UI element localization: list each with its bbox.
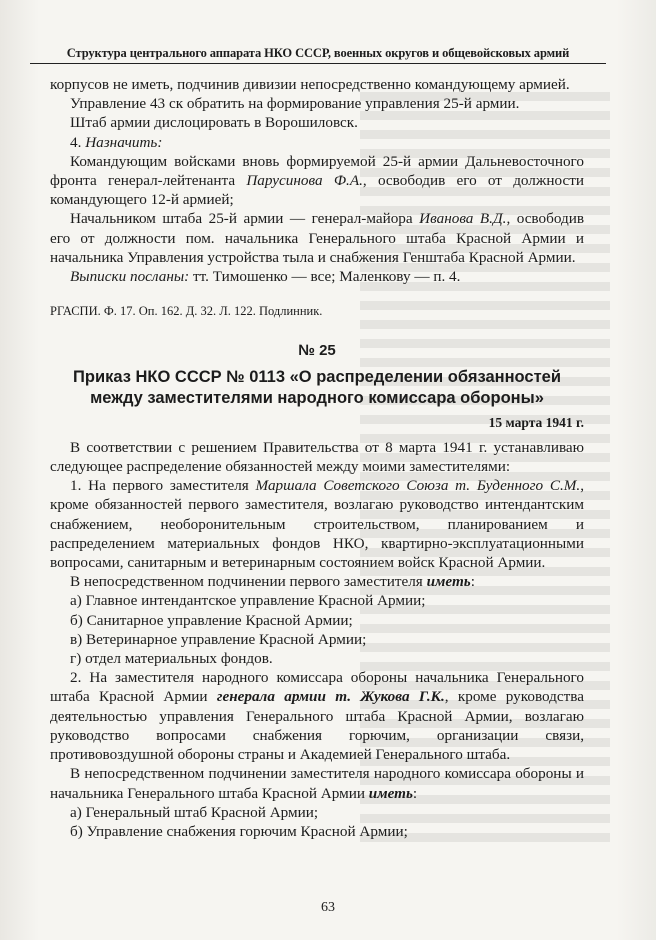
point-1-text: 1. На первого заместителя — [70, 477, 256, 495]
document-title: Приказ НКО СССР № 0113 «О распределении обязанностей между заместителями народного комиссара обороны» — [73, 367, 561, 407]
subordination-1-text: В непосредственном подчинении первого заместителя — [70, 573, 427, 591]
appointment-commander-name: Парусинова Ф.А. — [246, 172, 363, 190]
running-head: Структура центрального аппарата НКО СССР, военных округов и общевойсковых армий — [66, 46, 570, 60]
appointment-commander-tail: , освободив его от должности командующего 12-й армией; — [50, 172, 584, 209]
list-item: в) Ветеринарное управление Красной Армии; — [70, 630, 367, 648]
point-2-name: генерала армии т. Жукова Г.К. — [216, 688, 445, 706]
extracts-sent — [50, 267, 584, 286]
subordination-2-colon: : — [412, 784, 418, 802]
appointment-chief-of-staff — [50, 209, 584, 267]
list-item: а) Генеральный штаб Красной Армии; — [70, 803, 319, 821]
subordination-1-colon: : — [470, 573, 475, 591]
intro-paragraph: В соответствии с решением Правительства от 8 марта 1941 г. устанавливаю следующее распределение обязанностей между моими заместителями: — [50, 438, 584, 476]
section-4-label: Назначить: — [85, 133, 163, 151]
appointment-chief-tail: , освободив его от должности пом. начальника Генерального штаба Красной Армии и начальника Управления устройства тыла и снабжения Генштаба Красной Армии. — [50, 210, 585, 266]
subordination-2-label: иметь — [368, 784, 413, 802]
list-item: б) Управление снабжения горючим Красной Армии; — [70, 822, 408, 840]
point-1-tail: , кроме обязанностей первого заместителя, возлагаю руководство интендантским снабжением, необоронительным строительством, планированием и распределением материальных фондов НКО, квартирно-эксплуатационными вопросами, санитарным и ветеринарным состоянием войск Красной Армии. — [50, 477, 584, 572]
subordination-1-label: иметь — [426, 573, 471, 591]
list-item: г) отдел материальных фондов. — [70, 650, 273, 668]
header-rule — [30, 63, 606, 64]
page-body — [50, 75, 584, 841]
appointment-chief-text: Начальником штаба 25-й армии — генерал-майора — [70, 210, 420, 228]
list-item: а) Главное интендантское управление Красной Армии; — [70, 592, 426, 610]
section-4-prefix: 4. — [70, 133, 86, 151]
point-2-tail: , кроме руководства деятельностью управления Генерального штаба Красной Армии, возлагаю руководство вопросами снабжения горючим, организации связи, противовоздушной обороны страны и Академией Генерального штаба. — [50, 688, 584, 764]
paragraph-corps: корпусов не иметь, подчинив дивизии непосредственно командующему армией. — [50, 76, 570, 93]
appointment-chief-name: Иванова В.Д. — [419, 210, 507, 228]
page-number: 63 — [321, 900, 335, 915]
archive-source: РГАСПИ. Ф. 17. Оп. 162. Д. 32. Л. 122. Подлинник. — [50, 304, 323, 319]
paragraph-hq: Штаб армии дислоцировать в Ворошиловск. — [70, 114, 358, 132]
extracts-label: Выписки посланы: — [70, 268, 190, 286]
point-1 — [50, 476, 584, 572]
list-item: б) Санитарное управление Красной Армии; — [70, 611, 353, 629]
subordination-2-text: В непосредственном подчинении заместителя народного комиссара обороны и начальника Генерального штаба Красной Армии — [50, 765, 584, 802]
subordination-1 — [50, 572, 584, 591]
point-2-text: 2. На заместителя народного комиссара обороны начальника Генерального штаба Красной Армии — [50, 669, 584, 706]
extracts-text: тт. Тимошенко — все; Маленкову — п. 4. — [189, 268, 461, 286]
document-number: № 25 — [298, 342, 336, 360]
point-2 — [50, 668, 584, 764]
appointment-commander — [50, 152, 584, 210]
subordination-2 — [50, 764, 584, 802]
document-date: 15 марта 1941 г. — [488, 414, 584, 430]
paragraph-43sk: Управление 43 ск обратить на формирование управления 25-й армии. — [70, 95, 520, 113]
point-1-name: Маршала Советского Союза т. Буденного С.М. — [255, 477, 581, 495]
section-4-heading — [50, 133, 584, 152]
appointment-commander-text: Командующим войсками вновь формируемой 25-й армии Дальневосточного фронта генерал-лейтенанта — [50, 152, 584, 190]
